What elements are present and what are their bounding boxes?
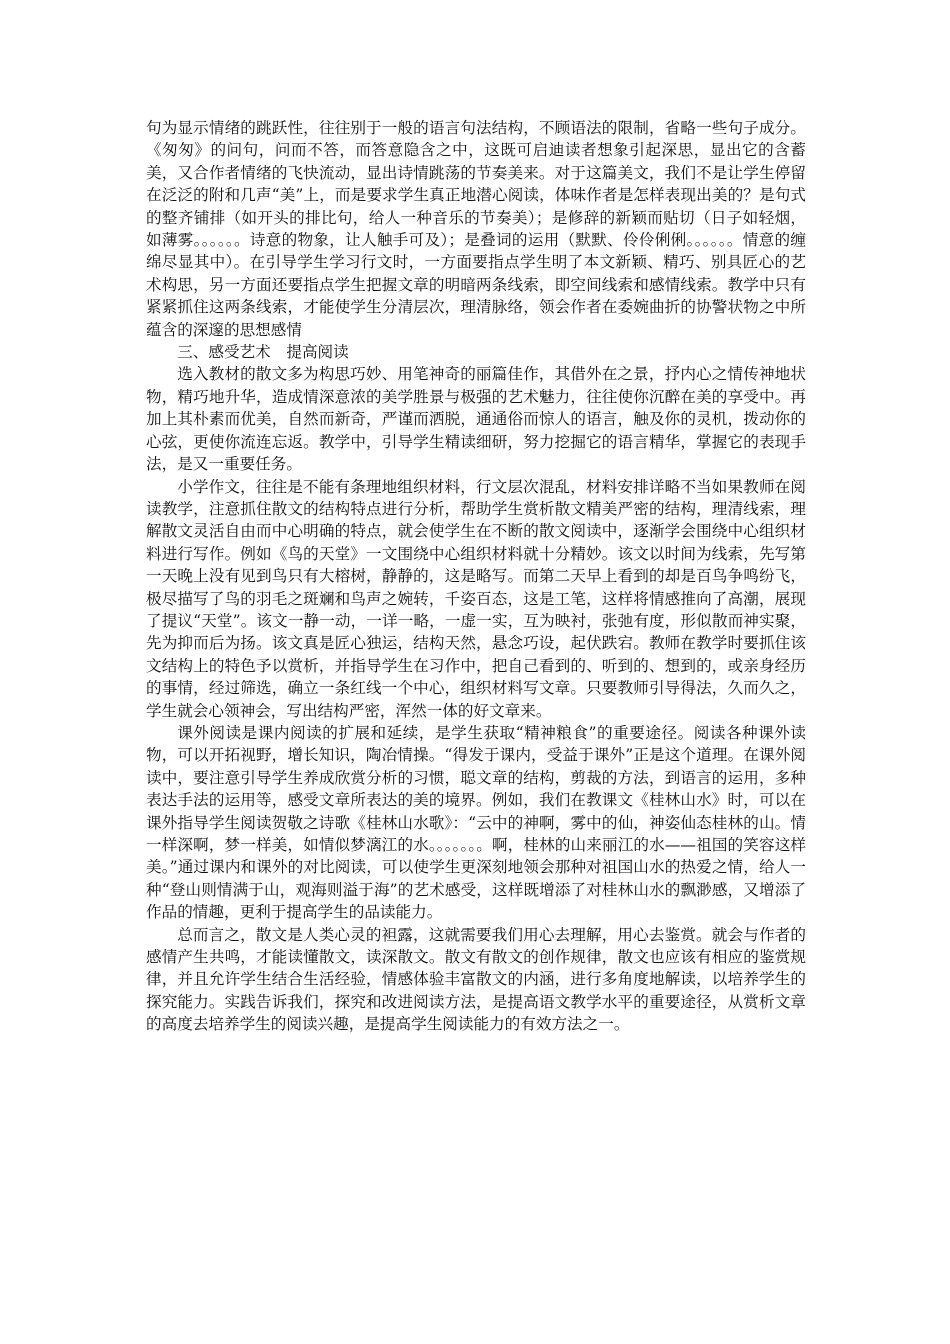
paragraph-composition-structure: 小学作文，往往是不能有条理地组织材料，行文层次混乱，材料安排详略不当如果教师在阅读教学，注意抓住散文的结构特点进行分析，帮助学生赏析散文精美严密的结构，理清线索，理解散文灵活自由而中心明确的特点，就会使学生在不断的散文阅读中，逐渐学会围绕中心组织材料进行写作。例如《鸟的天堂》一文围绕中心组织材料就十分精妙。该文以时间为线索，先写第一天晚上没有见到鸟只有大榕树，静静的，这是略写。而第二天早上看到的却是百鸟争鸣纷飞，极尽描写了鸟的羽毛之斑斓和鸟声之婉转，千姿百态，这是工笔，这样将情感推向了高潮，展现了提议“天堂”。该文一静一动，一详一略，一虚一实，互为映衬，张弛有度，形似散而神实聚，先为抑而后为扬。该文真是匠心独运，结构天然，悬念巧设，起伏跌宕。教师在教学时要抓住该文结构上的特色予以赏析，并指导学生在习作中，把自己看到的、听到的、想到的，或亲身经历的事情，经过筛选，确立一条红线一个中心，组织材料写文章。只要教师引导得法，久而久之，学生就会心领神会，写出结构严密，浑然一体的好文章来。 <box>146 477 806 720</box>
paragraph-conclusion: 总而言之，散文是人类心灵的袒露，这就需要我们用心去理解，用心去鉴赏。就会与作者的感情产生共鸣，才能读懂散文，读深散文。散文有散文的创作规律，散文也应该有相应的鉴赏规律，并且允许学生结合生活经验，情感体验丰富散文的内涵，进行多角度地解读，以培养学生的探究能力。实践告诉我们，探究和改进阅读方法，是提高语文教学水平的重要途径，从赏析文章的高度去培养学生的阅读兴趣，是提高学生阅读能力的有效方法之一。 <box>146 925 806 1034</box>
document-body <box>146 117 806 1036</box>
paragraph-extracurricular-reading: 课外阅读是课内阅读的扩展和延续，是学生获取“精神粮食”的重要途径。阅读各种课外读物，可以开拓视野，增长知识，陶冶情操。“得发于课内，受益于课外”正是这个道理。在课外阅读中，要注意引导学生养成欣赏分析的习惯，聪文章的结构，剪裁的方法，到语言的运用，多种表达手法的运用等，感受文章所表达的美的境界。例如，我们在教课文《桂林山水》时，可以在课外指导学生阅读贺敬之诗歌《桂林山水歌》：“云中的神啊，雾中的仙，神姿仙态桂林的山。情一样深啊，梦一样美，如情似梦漓江的水。。。。。。。啊，桂林的山来丽江的水——祖国的笑容这样美。”通过课内和课外的对比阅读，可以使学生更深刻地领会那种对祖国山水的热爱之情，给人一种“登山则情满于山，观海则溢于海”的艺术感受，这样既增添了对桂林山水的飘渺感，又增添了作品的情趣，更利于提高学生的品读能力。 <box>146 723 806 922</box>
paragraph-prose-art: 选入教材的散文多为构思巧妙、用笔神奇的丽篇佳作，其借外在之景，抒内心之情传神地状物，精巧地升华，造成情深意浓的美学胜景与极强的艺术魅力，往往使你沉醉在美的享受中。再加上其朴素而优美，自然而新奇，严谨而洒脱，通通俗而惊人的语言，触及你的灵机，拨动你的心弦，更使你流连忘返。教学中，引导学生精读细研，努力挖掘它的语言精华，掌握它的表现手法，是又一重要任务。 <box>146 365 806 474</box>
paragraph-continuation: 句为显示情绪的跳跃性，往往别于一般的语言句法结构，不顾语法的限制，省略一些句子成分。《匆匆》的问句，问而不答，而答意隐含之中，这既可启迪读者想象引起深思，显出它的含蓄美，又合作者情绪的飞快流动，显出诗情跳荡的节奏美来。对于这篇美文，我们不是让学生停留在泛泛的附和几声“美”上，而是要求学生真正地潜心阅读，体味作者是怎样表现出美的？是句式的整齐铺排（如开头的排比句，给人一种音乐的节奏美）；是修辞的新颖而贴切（日子如轻烟，如薄雾。。。。。。诗意的物象，让人触手可及）；是叠词的运用（默默、伶伶俐俐。。。。。。情意的缠绵尽显其中）。在引导学生学习行文时，一方面要指点学生明了本文新颖、精巧、别具匠心的艺术构思，另一方面还要指点学生把握文章的明暗两条线索，即空间线索和感情线索。教学中只有紧紧抓住这两条线索，才能使学生分清层次，理清脉络，领会作者在委婉曲折的协警状物之中所蕴含的深邃的思想感情 <box>146 119 806 339</box>
section-heading: 三、感受艺术 提高阅读 <box>177 343 349 362</box>
